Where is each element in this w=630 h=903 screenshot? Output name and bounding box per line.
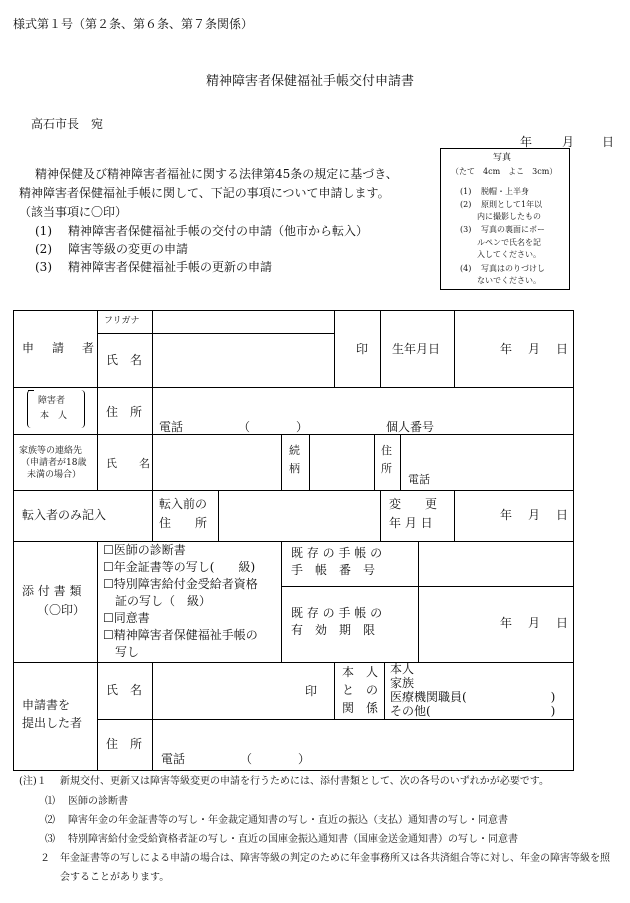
applicant-section-label: 申 請 者 [22,341,98,355]
photo-note-1-num: (1) [460,187,472,196]
applicant-phone-label: 電話 [159,420,184,434]
intro-line-1: 精神保健及び精神障害者福祉に関する法律第45条の規定に基づき、 [35,167,398,181]
date-year-label: 年 [520,135,533,149]
page-title: 精神障害者保健福祉手帳交付申請書 [206,74,415,89]
applicant-seal-mark: 印 [356,342,369,356]
relation-option[interactable]: その他( ) [390,704,556,718]
photo-note-4-num: (4) [460,264,472,273]
attachment-item[interactable]: ☐年金証書等の写し( 級) [103,560,256,574]
change-date-label-b: 年 月 日 [389,516,433,530]
note-sub-2-num: ⑵ [45,815,55,826]
submitter-phone-paren-close: ） [298,752,311,766]
intro-item-2-num: (2) [35,242,52,256]
attachment-item[interactable]: ☐医師の診断書 [103,543,186,557]
submitter-address-label: 住 所 [106,737,143,751]
applicant-address-label: 住 所 [106,405,143,419]
birth-day-label: 日 [556,342,569,356]
note-1-text: 新規交付、更新又は障害等級変更の申請を行うためには、添付書類として、次の各号のいずれかが必要です。 [60,776,549,787]
family-phone-label: 電話 [408,473,430,486]
relation-option[interactable]: 医療機関職員( ) [390,690,556,704]
intro-note: （該当事項に〇印） [19,205,128,219]
expiry-month-label: 月 [528,616,541,630]
note-2-text-b: 会することがあります。 [60,872,170,883]
change-day-label: 日 [556,508,569,522]
existing-number-label-b: 手 帳 番 号 [291,563,376,577]
photo-note-2-num: (2) [460,200,472,209]
photo-title: 写真 [493,153,512,163]
attachments-label: 添 付 書 類 [22,584,82,598]
relation-option[interactable]: 本人 [390,662,415,676]
attachment-item[interactable]: ☐特別障害給付金受給者資格 [103,577,258,591]
existing-expiry-label-a: 既 存 の 手 帳 の [291,606,383,620]
family-label-a: 家族等の連絡先 [19,446,83,456]
note-sub-1-text: 医師の診断書 [68,796,128,807]
note-sub-3-text: 特別障害給付金受給資格者証の写し・直近の国庫金振込通知書（国庫金送金通知書）の写し・同意書 [68,834,518,845]
family-address-label-b: 所 [381,462,392,475]
photo-note-1: 脱帽・上半身 [481,187,529,196]
birth-month-label: 月 [528,342,541,356]
family-relation-label-b: 柄 [289,462,300,475]
note-sub-3-num: ⑶ [45,834,55,845]
applicant-name-label: 氏 名 [106,353,143,367]
birth-year-label: 年 [500,342,513,356]
phone-paren-open: （ [238,420,251,434]
submitter-label-a: 申請書を [22,698,71,712]
submitter-seal-mark: 印 [305,684,318,698]
note-sub-2-text: 障害年金の年金証書等の写し・年金裁定通知書の写し・直近の振込（支払）通知書の写し・同意書 [68,815,508,826]
addressee: 高石市長 宛 [31,117,104,131]
submitter-name-label: 氏 名 [106,683,143,697]
attachment-item[interactable]: ☐同意書 [103,611,150,625]
intro-item-1-text: 精神障害者保健福祉手帳の交付の申請（他市から転入） [68,224,369,238]
attachment-item-continued: 写し [103,645,140,659]
family-address-label-a: 住 [381,444,392,457]
phone-paren-close: ） [296,420,309,434]
previous-address-label-b: 住 所 [159,516,208,530]
relation-label-c: 関 係 [342,701,379,715]
family-relation-label-a: 続 [289,444,300,457]
person-label-a: 障害者 [38,396,66,406]
change-month-label: 月 [528,508,541,522]
person-label-b: 本 人 [40,411,68,421]
birthdate-label: 生年月日 [392,342,441,356]
photo-note-3a: 写真の裏面にボー [481,225,545,234]
date-day-label: 日 [602,135,615,149]
photo-note-2a: 原則として1年以 [481,200,543,209]
change-year-label: 年 [500,508,513,522]
note-sub-1-num: ⑴ [45,796,55,807]
relation-option[interactable]: 家族 [390,676,415,690]
submitter-phone-label: 電話 [161,752,186,766]
photo-note-3c: 入してください。 [477,250,541,259]
intro-item-2-text: 障害等級の変更の申請 [68,242,189,256]
photo-note-3b: ルペンで氏名を記 [477,238,541,247]
expiry-year-label: 年 [500,616,513,630]
intro-item-3-text: 精神障害者保健福祉手帳の更新の申請 [68,260,273,274]
form-number: 様式第１号（第２条、第６条、第７条関係） [13,17,254,31]
date-month-label: 月 [562,135,575,149]
note-2-text-a: 年金証書等の写しによる申請の場合は、障害等級の判定のために年金事務所又は各共済組合等に対し、年金の障害等級を照 [60,853,610,864]
furigana-label: フリガナ [104,316,140,326]
expiry-day-label: 日 [556,616,569,630]
previous-address-label-a: 転入前の [159,497,208,511]
family-label-b: （申請者が18歳 [21,458,87,468]
relation-label-b: と の [342,683,379,697]
attachment-item-continued: 証の写し（ 級） [103,594,212,608]
photo-note-4a: 写真はのりづけし [481,264,545,273]
family-label-c: 未満の場合） [27,470,82,480]
existing-number-label-a: 既 存 の 手 帳 の [291,546,383,560]
attachments-note: （〇印） [37,603,86,617]
submitter-phone-paren-open: （ [240,752,253,766]
my-number-label: 個人番号 [386,420,435,434]
submitter-label-b: 提出した者 [22,716,83,730]
photo-size: （たて 4cm よこ 3cm） [451,167,558,176]
photo-note-3-num: (3) [460,225,472,234]
change-date-label-a: 変 更 [389,497,438,511]
intro-item-1-num: (1) [35,224,52,238]
transfer-label: 転入者のみ記入 [22,508,107,522]
photo-note-2b: 内に撮影したもの [477,212,541,221]
family-name-label: 氏 名 [106,457,150,470]
intro-item-3-num: (3) [35,260,52,274]
note-1-label: (注)１ [19,776,47,787]
existing-expiry-label-b: 有 効 期 限 [291,623,376,637]
photo-note-4b: ないでください。 [477,276,541,285]
note-2-label: ２ [40,853,50,864]
attachment-item[interactable]: ☐精神障害者保健福祉手帳の [103,628,258,642]
intro-line-2: 精神障害者保健福祉手帳に関して、下記の事項について申請します。 [19,186,390,200]
relation-label-a: 本 人 [342,665,379,679]
